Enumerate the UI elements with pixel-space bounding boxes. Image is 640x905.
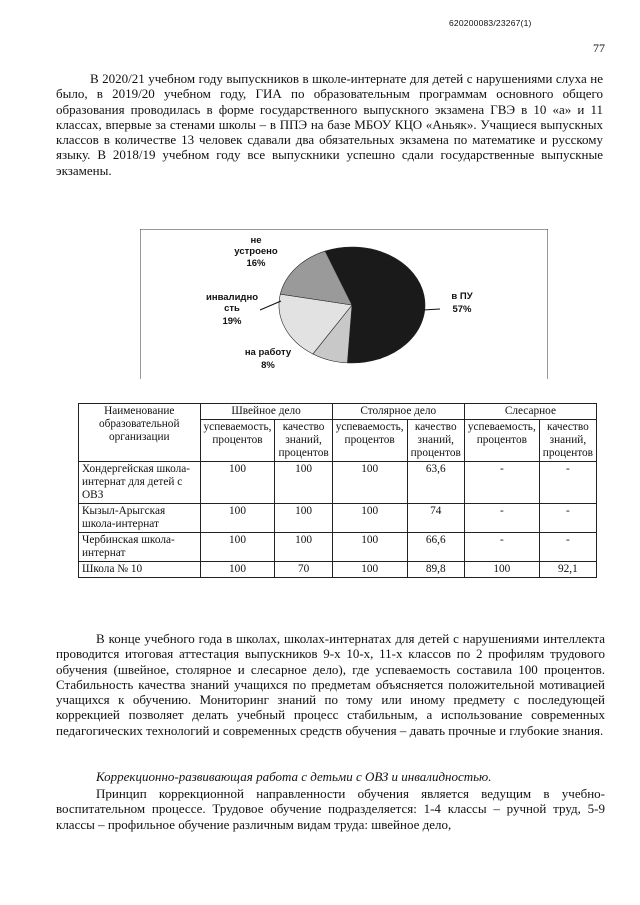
- school-name: Кызыл-Арыгская школа-интернат: [79, 504, 201, 533]
- label-pu: в ПУ: [451, 291, 473, 302]
- cell: -: [539, 504, 596, 533]
- cell: 100: [332, 504, 407, 533]
- subheader: качество знаний, процентов: [407, 420, 464, 462]
- table-header-row: [79, 404, 597, 420]
- page-number: 77: [593, 41, 605, 55]
- cell: 100: [332, 462, 407, 504]
- label-neustroeno-line2: устроено: [234, 246, 278, 257]
- cell: 63,6: [407, 462, 464, 504]
- label-neustroeno-value: 16%: [246, 258, 266, 269]
- label-rabota-value: 8%: [261, 360, 275, 371]
- subheader: успеваемость, процентов: [332, 420, 407, 462]
- leader-invalid: [260, 301, 281, 310]
- cell: 100: [200, 504, 275, 533]
- table-row: [79, 562, 597, 578]
- subheader: качество знаний, процентов: [275, 420, 332, 462]
- group-header-carpentry: Столярное дело: [332, 404, 464, 420]
- table-row: [79, 462, 597, 504]
- label-neustroeno-line1: не: [250, 235, 262, 246]
- cell: 92,1: [539, 562, 596, 578]
- cell: -: [464, 462, 539, 504]
- cell: 100: [275, 533, 332, 562]
- label-pu-value: 57%: [452, 304, 472, 315]
- subheader: качество знаний, процентов: [539, 420, 596, 462]
- cell: 74: [407, 504, 464, 533]
- col-name-header: Наименование образовательной организации: [79, 404, 201, 462]
- cell: 100: [275, 462, 332, 504]
- paragraph-graduates: В 2020/21 учебном году выпускников в школе-интернате для детей с нарушениями слуха не было, в 2019/20 учебном году, ГИА по образовательным программам основного общего образования проводилась в форме государственного выпускного экзамена ГВЭ в 10 «а» и 11 классах, впервые за стенами школы – в ППЭ на базе МБОУ КЦО «Аньяк». Учащиеся выпускных классов в количестве 13 человек сдавали два обязательных экзамена по математике и русскому языку. В 2018/19 учебном году все выпускники успешно сдали государственные выпускные экзамены.: [56, 71, 603, 178]
- label-invalid-line2: сть: [224, 303, 240, 314]
- subheader: успеваемость, процентов: [464, 420, 539, 462]
- paragraph-correction: Принцип коррекционной направленности обучения является ведущим в учебно-воспитательном процессе. Трудовое обучение подразделяется: 1-4 классы – ручной труд, 5-9 классы – профильное обучение различным видам труда: швейное дело,: [56, 786, 605, 832]
- table-row: [79, 504, 597, 533]
- cell: -: [539, 533, 596, 562]
- cell: 100: [464, 562, 539, 578]
- cell: 100: [332, 562, 407, 578]
- group-header-metalwork: Слесарное: [464, 404, 596, 420]
- school-name: Чербинская школа-интернат: [79, 533, 201, 562]
- cell: 70: [275, 562, 332, 578]
- cell: -: [464, 504, 539, 533]
- table-row: [79, 533, 597, 562]
- cell: 100: [200, 562, 275, 578]
- cell: 66,6: [407, 533, 464, 562]
- document-id: 620200083/23267(1): [449, 18, 532, 28]
- school-name: Школа № 10: [79, 562, 201, 578]
- leader-pu: [423, 309, 440, 310]
- pie-chart-svg: [140, 229, 548, 379]
- cell: -: [464, 533, 539, 562]
- cell: 100: [200, 533, 275, 562]
- label-rabota: на работу: [244, 347, 292, 358]
- cell: 100: [275, 504, 332, 533]
- cell: 100: [200, 462, 275, 504]
- subheader: успеваемость, процентов: [200, 420, 275, 462]
- label-invalid-value: 19%: [222, 316, 242, 327]
- pie-chart: [140, 229, 548, 379]
- school-name: Хондергейская школа-интернат для детей с ОВЗ: [79, 462, 201, 504]
- results-table: [78, 403, 597, 578]
- section-heading: Коррекционно-развивающая работа с детьми с ОВЗ и инвалидностью.: [96, 769, 492, 784]
- label-invalid-line1: инвалидно: [205, 292, 259, 303]
- cell: 100: [332, 533, 407, 562]
- group-header-sewing: Швейное дело: [200, 404, 332, 420]
- cell: 89,8: [407, 562, 464, 578]
- cell: -: [539, 462, 596, 504]
- paragraph-attestation: В конце учебного года в школах, школах-интернатах для детей с нарушениями интеллекта проводится итоговая аттестация выпускников 9-х 10-х, 11-х классов по 2 профилям трудового обучения (швейное, столярное и слесарное дело), где успеваемость составила 100 процентов. Стабильность качества знаний учащихся по предметам объясняется положительной мотивацией учащихся к обучению. Мониторинг знаний по тому или иному предмету с последующей коррекцией позволяет делать учебный процесс стабильным, а использование современных педагогических технологий и современных средств обучения – давать прочные и глубокие знания.: [56, 631, 605, 738]
